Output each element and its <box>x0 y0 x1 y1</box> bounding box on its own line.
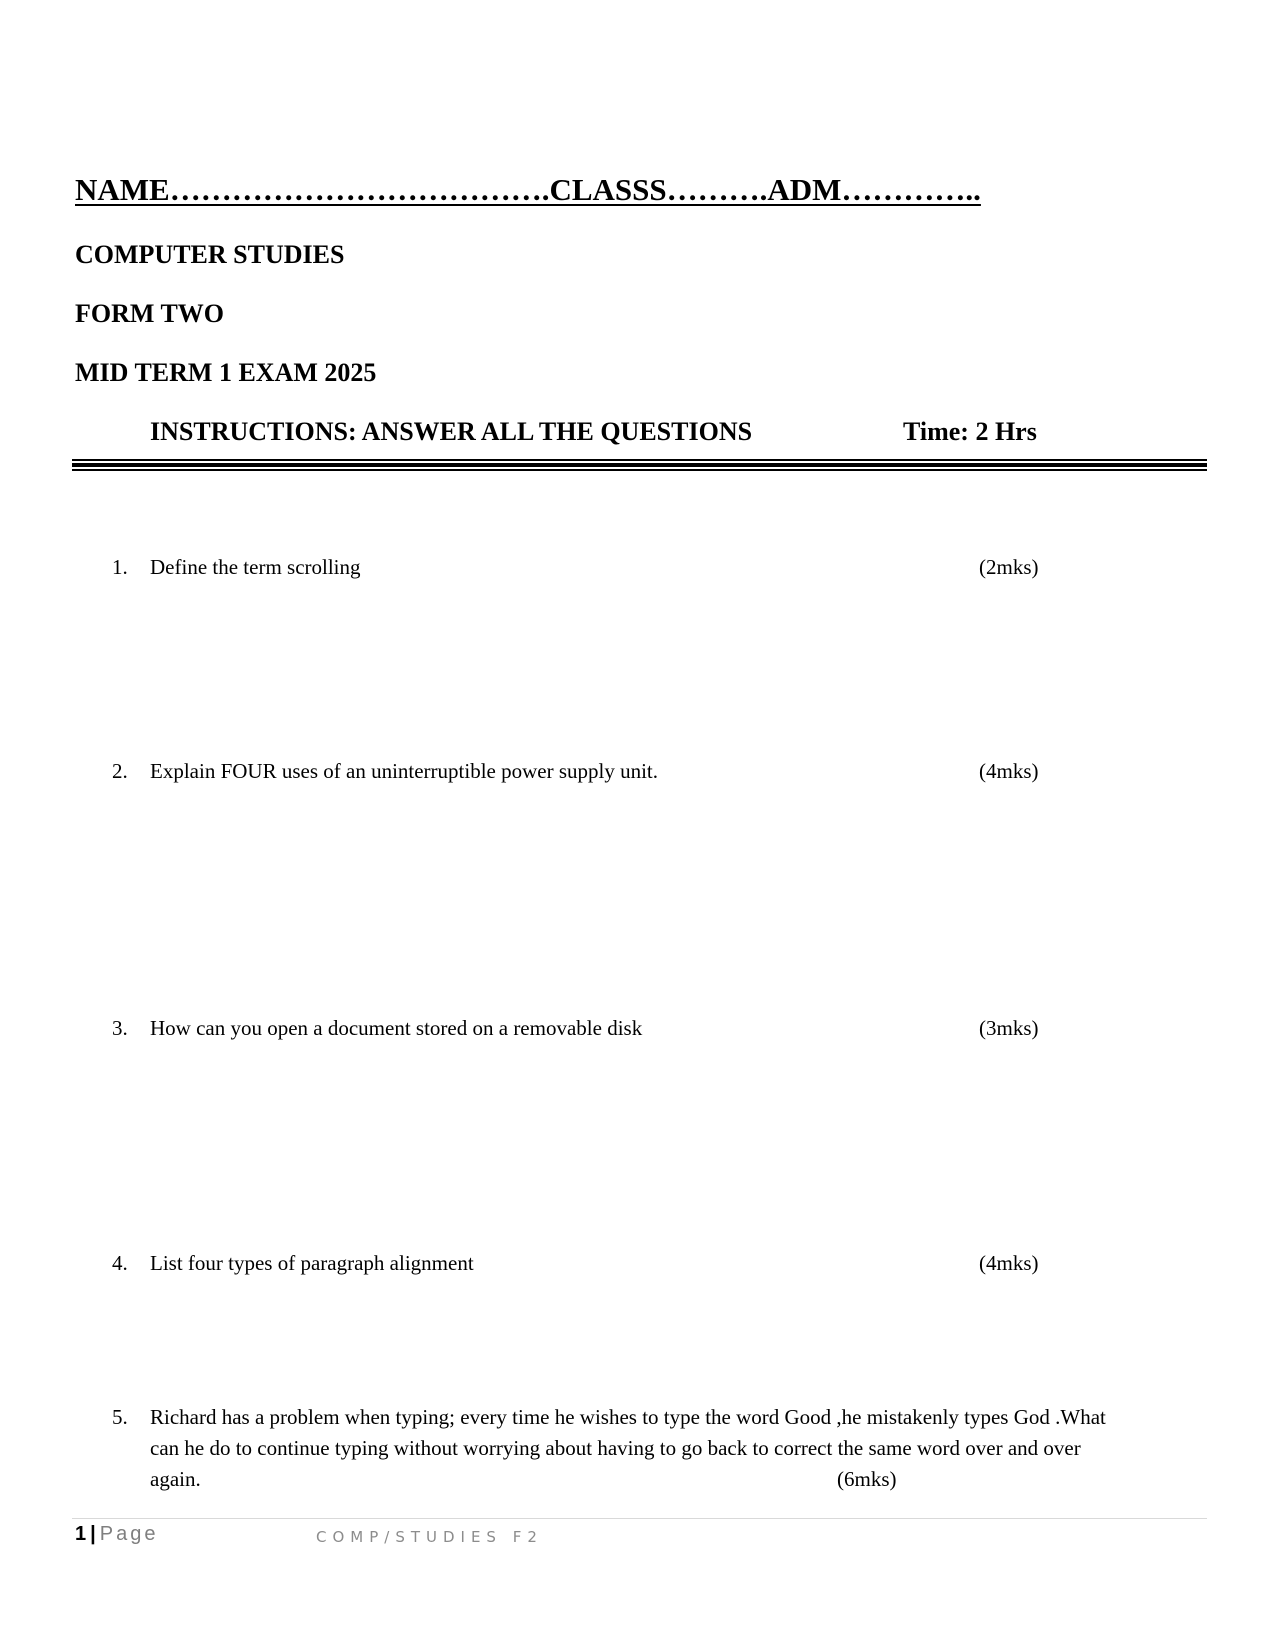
question-marks: (4mks) <box>979 1251 1039 1275</box>
footer-divider <box>72 1518 1207 1519</box>
header-divider-top <box>72 459 1207 461</box>
exam-time: Time: 2 Hrs <box>903 417 1037 446</box>
header-divider-middle <box>72 463 1207 467</box>
question-number: 3. <box>112 1016 128 1040</box>
student-details-line: NAME……………………………….CLASSS……….ADM………….. <box>75 172 981 207</box>
question-text <box>150 1402 1210 1495</box>
question-marks: (4mks) <box>979 759 1039 783</box>
page-number: 1 <box>75 1523 87 1545</box>
question-number: 2. <box>112 759 128 783</box>
course-code: COMP/STUDIES F2 <box>316 1528 543 1546</box>
exam-title: MID TERM 1 EXAM 2025 <box>75 358 377 387</box>
question-text-line: can he do to continue typing without worrying about having to go back to correct the same word over and over <box>150 1436 1081 1460</box>
question-text: How can you open a document stored on a removable disk <box>150 1016 643 1040</box>
page-number-footer <box>75 1523 158 1546</box>
question-text-line: Richard has a problem when typing; every time he wishes to type the word Good ,he mistakenly types God .What <box>150 1405 1106 1429</box>
page-label: Page <box>99 1523 159 1545</box>
question-text-line: again. <box>150 1467 201 1491</box>
exam-instructions: INSTRUCTIONS: ANSWER ALL THE QUESTIONS <box>150 417 753 446</box>
form-level: FORM TWO <box>75 299 225 328</box>
question-number: 5. <box>112 1405 128 1429</box>
question-number: 4. <box>112 1251 128 1275</box>
subject-title: COMPUTER STUDIES <box>75 240 345 269</box>
question-marks: (6mks) <box>837 1467 897 1491</box>
question-marks: (2mks) <box>979 555 1039 579</box>
question-text: List four types of paragraph alignment <box>150 1251 474 1275</box>
question-text: Define the term scrolling <box>150 555 361 579</box>
question-number: 1. <box>112 555 128 579</box>
page-separator: | <box>90 1523 96 1545</box>
question-text: Explain FOUR uses of an uninterruptible power supply unit. <box>150 759 659 783</box>
header-divider-bottom <box>72 469 1207 471</box>
question-marks: (3mks) <box>979 1016 1039 1040</box>
